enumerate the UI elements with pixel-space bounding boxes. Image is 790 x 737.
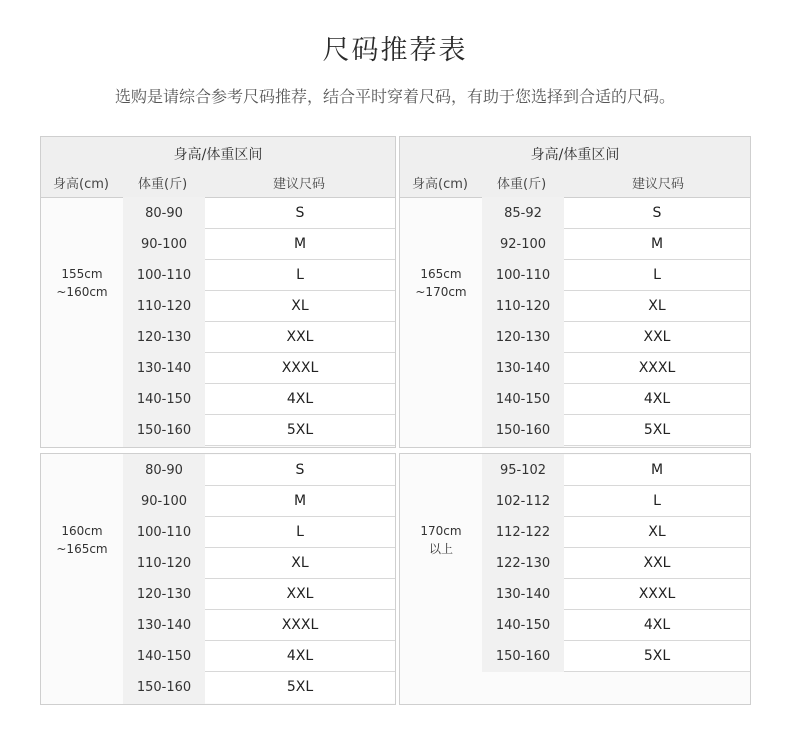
- size-cell: XXXL: [205, 353, 395, 384]
- height-line-2: ~165cm: [56, 542, 108, 556]
- table-row: [482, 384, 750, 415]
- height-range-cell: [400, 522, 482, 558]
- height-line-2: ~170cm: [415, 285, 467, 299]
- size-cell: L: [205, 260, 395, 291]
- size-panel-155-160: [40, 136, 396, 448]
- size-cell: XXL: [564, 548, 750, 579]
- table-row: [123, 229, 395, 260]
- table-row: [123, 198, 395, 229]
- table-row: [482, 548, 750, 579]
- height-line-2: 以上: [428, 542, 453, 556]
- height-column-header: 身高(cm): [412, 177, 468, 192]
- size-cell: L: [564, 260, 750, 291]
- weight-cell: 80-90: [145, 463, 183, 478]
- table-row: [482, 198, 750, 229]
- table-row: [123, 260, 395, 291]
- table-row: [482, 486, 750, 517]
- table-row: [123, 641, 395, 672]
- size-column-header: 建议尺码: [632, 177, 685, 192]
- weight-cell: 120-130: [495, 330, 551, 345]
- table-row: [123, 517, 395, 548]
- height-column-header: 身高(cm): [53, 177, 109, 192]
- table-row: [123, 672, 395, 703]
- weight-column-header: 体重(斤): [497, 177, 547, 192]
- table-row: [482, 517, 750, 548]
- size-cell: XL: [205, 291, 395, 322]
- size-cell: XXL: [205, 579, 395, 610]
- weight-cell: 130-140: [136, 618, 192, 633]
- size-cell: XXL: [564, 322, 750, 353]
- size-cell: XXXL: [205, 610, 395, 641]
- height-line-1: 155cm: [61, 267, 103, 281]
- weight-cell: 110-120: [495, 299, 551, 314]
- table-row: [123, 322, 395, 353]
- height-range-cell: [41, 522, 123, 558]
- size-cell: M: [564, 229, 750, 260]
- size-cell: 4XL: [564, 610, 750, 641]
- size-cell: S: [205, 198, 395, 229]
- weight-cell: 150-160: [136, 680, 192, 695]
- size-column-header: 建议尺码: [273, 177, 326, 192]
- table-row: [482, 610, 750, 641]
- table-row: [482, 229, 750, 260]
- size-cell: XXL: [205, 322, 395, 353]
- table-row: [123, 610, 395, 641]
- weight-cell: 92-100: [499, 237, 547, 252]
- size-cell: 5XL: [564, 641, 750, 672]
- table-row: [123, 579, 395, 610]
- size-cell: XL: [564, 291, 750, 322]
- panel-header: [400, 137, 750, 198]
- table-row: [482, 291, 750, 322]
- weight-cell: 100-110: [136, 268, 192, 283]
- weight-cell: 95-102: [499, 463, 547, 478]
- table-row: [123, 353, 395, 384]
- size-cell: 4XL: [205, 641, 395, 672]
- size-cell: M: [205, 229, 395, 260]
- weight-cell: 90-100: [140, 237, 188, 252]
- weight-cell: 100-110: [136, 525, 192, 540]
- height-line-1: 160cm: [61, 524, 103, 538]
- table-row: [482, 579, 750, 610]
- table-row: [123, 415, 395, 446]
- size-cell: M: [564, 455, 750, 486]
- weight-cell: 110-120: [136, 556, 192, 571]
- size-cell: 5XL: [205, 415, 395, 446]
- weight-cell: 150-160: [495, 649, 551, 664]
- weight-cell: 150-160: [495, 423, 551, 438]
- panel-header: [41, 137, 395, 198]
- weight-cell: 110-120: [136, 299, 192, 314]
- height-line-1: 170cm: [420, 524, 462, 538]
- weight-cell: 80-90: [145, 206, 183, 221]
- table-row: [123, 486, 395, 517]
- size-chart-grid: [40, 136, 751, 705]
- table-row: [123, 455, 395, 486]
- weight-column-header: 体重(斤): [138, 177, 188, 192]
- weight-cell: 90-100: [140, 494, 188, 509]
- size-cell: XXXL: [564, 353, 750, 384]
- height-line-2: ~160cm: [56, 285, 108, 299]
- size-cell: 5XL: [205, 672, 395, 703]
- weight-cell: 122-130: [495, 556, 551, 571]
- size-cell: 4XL: [205, 384, 395, 415]
- weight-cell: 140-150: [495, 392, 551, 407]
- page-title: 尺码推荐表: [322, 35, 468, 66]
- table-row: [482, 641, 750, 672]
- height-range-cell: [41, 265, 123, 301]
- range-header: 身高/体重区间: [173, 147, 263, 163]
- table-row: [123, 291, 395, 322]
- size-panel-170-plus: [399, 453, 751, 705]
- weight-cell: 140-150: [495, 618, 551, 633]
- table-row: [482, 260, 750, 291]
- table-row: [123, 384, 395, 415]
- size-cell: M: [205, 486, 395, 517]
- height-line-1: 165cm: [420, 267, 462, 281]
- size-cell: L: [205, 517, 395, 548]
- size-panel-160-165: [40, 453, 396, 705]
- size-cell: 4XL: [564, 384, 750, 415]
- weight-cell: 130-140: [136, 361, 192, 376]
- weight-cell: 150-160: [136, 423, 192, 438]
- table-row: [482, 415, 750, 446]
- size-panel-165-170: [399, 136, 751, 448]
- page-subtitle: 选购是请综合参考尺码推荐，结合平时穿着尺码，有助于您选择到合适的尺码。: [114, 87, 675, 106]
- size-cell: L: [564, 486, 750, 517]
- weight-cell: 120-130: [136, 587, 192, 602]
- table-row: [123, 548, 395, 579]
- weight-cell: 130-140: [495, 587, 551, 602]
- table-row: [482, 353, 750, 384]
- size-cell: XL: [205, 548, 395, 579]
- height-range-cell: [400, 265, 482, 301]
- size-cell: XXXL: [564, 579, 750, 610]
- weight-cell: 102-112: [495, 494, 551, 509]
- table-row: [482, 322, 750, 353]
- weight-cell: 120-130: [136, 330, 192, 345]
- size-cell: 5XL: [564, 415, 750, 446]
- size-cell: S: [205, 455, 395, 486]
- weight-cell: 140-150: [136, 392, 192, 407]
- weight-cell: 112-122: [495, 525, 551, 540]
- size-cell: XL: [564, 517, 750, 548]
- table-row: [482, 455, 750, 486]
- weight-cell: 130-140: [495, 361, 551, 376]
- range-header: 身高/体重区间: [530, 147, 620, 163]
- weight-cell: 140-150: [136, 649, 192, 664]
- weight-cell: 85-92: [504, 206, 542, 221]
- size-cell: S: [564, 198, 750, 229]
- weight-cell: 100-110: [495, 268, 551, 283]
